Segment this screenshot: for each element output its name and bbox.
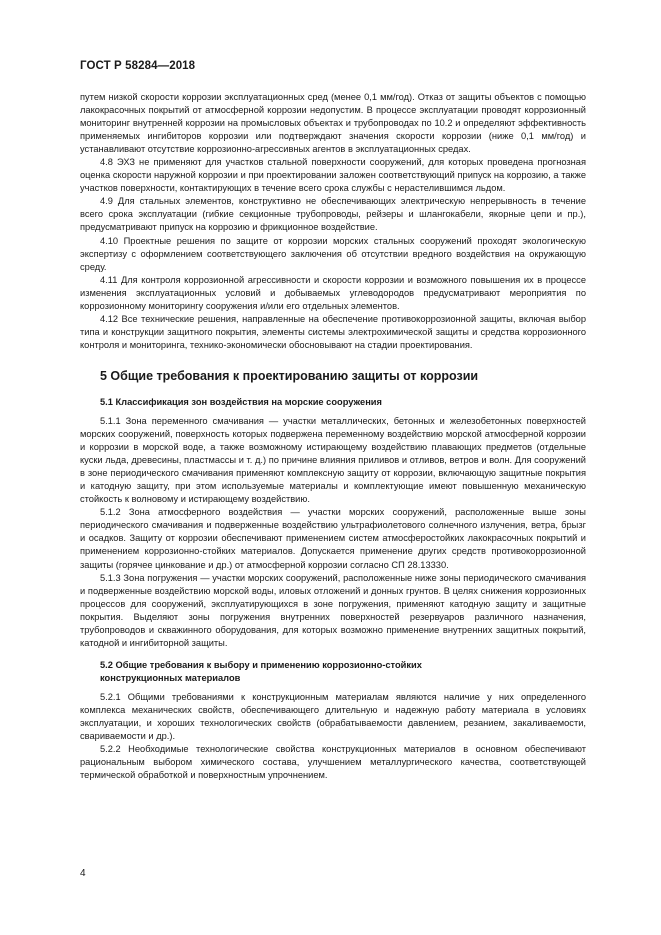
paragraph-5-1-2: 5.1.2 Зона атмосферного воздействия — участки морских сооружений, расположенные выше зоны периодического смачивания и подверженные воздействию ультрафиолетового солнечного излучения, ветра, брызг и осадков. Защиту от коррозии обеспечивают применением систем атмосферостойких лакокрасочных покрытий и применением коррозионно-стойких материалов. Допускается применение других средств противокоррозионной защиты (горячее цинкование и др.) от атмосферной коррозии согласно СП 28.13330. [80, 507, 586, 570]
section-5-1-heading: 5.1 Классификация зон воздействия на морские сооружения [100, 396, 382, 407]
paragraph-4-8: 4.8 ЭХЗ не применяют для участков стальной поверхности сооружений, для которых проведена прогнозная оценка скорости наружной коррозии и при проектировании заложен соответствующий припуск на коррозию, а также участков поверхности, контактирующих в течение всего срока службы с нерастелившимся льдом. [80, 157, 586, 194]
page-number: 4 [80, 868, 86, 879]
document-body [80, 91, 586, 782]
paragraph-5-1-1: 5.1.1 Зона переменного смачивания — участки металлических, бетонных и железобетонных поверхностей морских сооружений, поверхность которых подвержена переменному воздействию морской атмосферной коррозии и коррозии в морской воде, а также возможному истирающему воздействию плавающих предметов (отдельные куски льда, древесины, пластмассы и т. д.) по причине влияния приливов и отливов, ветров и волн. Для сооружений в зоне периодического смачивания применяют комплексную защиту от коррозии, включающую защитные покрытия и катодную защиту, при этом используемые материалы и комплектующие имеют повышенную механическую стойкость к волновому и истирающему воздействию. [80, 415, 586, 505]
section-5-2-heading-line1: 5.2 Общие требования к выбору и применению коррозионно-стойких [100, 659, 422, 670]
paragraph-5-2-1: 5.2.1 Общими требованиями к конструкционным материалам являются наличие у них определенного комплекса механических свойств, обеспечивающего длительную и надежную работу материала в условиях эксплуатации, и хороших технологических свойств (обрабатываемости давлением, резанием, закаливаемости, свариваемости и др.). [80, 691, 586, 742]
paragraph-4-11: 4.11 Для контроля коррозионной агрессивности и скорости коррозии и возможного повышения их в процессе изменения эксплуатационных условий и добываемых углеводородов предусматривают мероприятия по коррозионному мониторингу сооружения и/или его отдельных элементов. [80, 274, 586, 311]
paragraph-4-12: 4.12 Все технические решения, направленные на обеспечение противокоррозионной защиты, включая выбор типа и конструкции защитного покрытия, элементы системы электрохимической защиты и средства коррозионного контроля и мониторинга, технико-экономически обосновывают на стадии проектирования. [80, 313, 586, 350]
paragraph-4-10: 4.10 Проектные решения по защите от коррозии морских стальных сооружений проходят экологическую экспертизу с оформлением соответствующего заключения об отсутствии вредного воздействия на окружающую среду. [80, 235, 586, 272]
paragraph-continuation: путем низкой скорости коррозии эксплуатационных сред (менее 0,1 мм/год). Отказ от защиты объектов с помощью лакокрасочных покрытий от атмосферной коррозии недопустим. В процессе эксплуатации проводят коррозионный мониторинг внутренней коррозии на промысловых объектах и трубопроводах по 10.2 и определяют эффективность применяемых ингибиторов коррозии или подтверждают значения скорости коррозии (ниже 0,1 мм/год) и устанавливают отсутствие коррозионно-агрессивных агентов в эксплуатационных средах. [80, 92, 586, 155]
paragraph-5-1-3: 5.1.3 Зона погружения — участки морских сооружений, расположенные ниже зоны периодического смачивания и подверженные воздействию морской воды, иловых отложений и донных грунтов. В целях снижения коррозионных процессов для сооружений, эксплуатирующихся в зоне погружения, применяют катодную защиту и защитные покрытия. Выделяют зоны погружения внутренних поверхностей резервуаров различного назначения, трубопроводов и скважинного оборудования, для которых возможно применение внутренних защитных покрытий, катодной и ингибиторной защиты. [80, 572, 586, 648]
document-header: ГОСТ Р 58284—2018 [80, 60, 196, 72]
section-5-2-heading-line2: конструкционных материалов [100, 672, 241, 683]
paragraph-4-9: 4.9 Для стальных элементов, конструктивно не обеспечивающих электрическую непрерывность в течение всего срока эксплуатации (гибкие секционные трубопроводы, рейзеры и шлангокабели, якорные цепи и пр.), предусматривают припуск на коррозию и фрикционное воздействие. [80, 196, 586, 233]
paragraph-5-2-2: 5.2.2 Необходимые технологические свойства конструкционных материалов в основном обеспечивают рациональным выбором химического состава, улучшением металлургического качества, соответствующей термической обработкой и поверхностным упрочнением. [80, 744, 586, 781]
section-5-2-heading [100, 659, 586, 685]
section-5-heading: 5 Общие требования к проектированию защиты от коррозии [100, 368, 479, 383]
